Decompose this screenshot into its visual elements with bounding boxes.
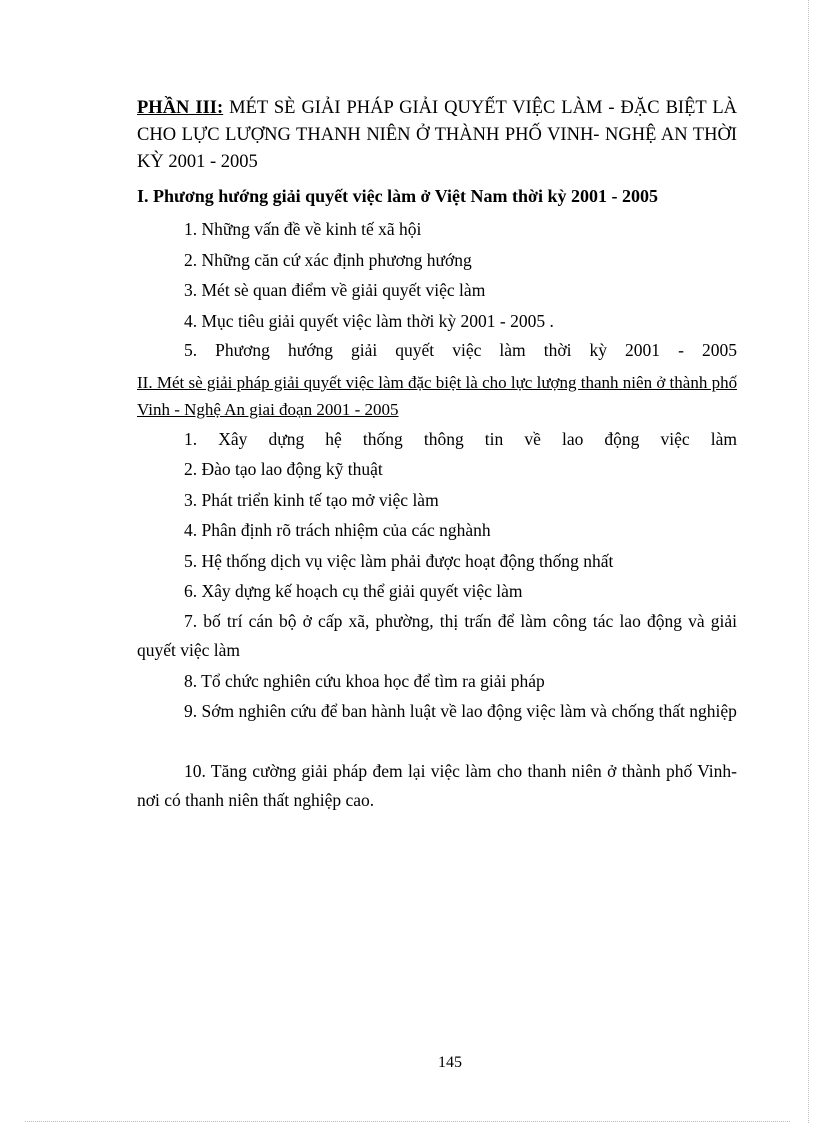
section-2-item: 6. Xây dựng kế hoạch cụ thể giải quyết việc làm [184, 581, 523, 601]
section-2-item: 2. Đào tạo lao động kỹ thuật [184, 459, 383, 479]
section-2-item: 3. Phát triển kinh tế tạo mở việc làm [184, 490, 439, 510]
section-1-item: 5. Phương hướng giải quyết việc làm thời kỳ 2001 - 2005 [184, 340, 737, 360]
section-2-item: 8. Tổ chức nghiên cứu khoa học để tìm ra giải pháp [184, 671, 545, 691]
part-title: MÉT SÈ GIẢI PHÁP GIẢI QUYẾT VIỆC LÀM - ĐẶC BIỆT LÀ CHO LỰC LƯỢNG THANH NIÊN Ở THÀNH PHỐ VINH- NGHỆ AN THỜI KỲ 2001 - 2005 [137, 98, 738, 172]
part-label: PHẦN III: [137, 98, 224, 118]
section-1-item: 2. Những căn cứ xác định phương hướng [184, 250, 472, 270]
section-1-item: 1. Những vấn đề về kinh tế xã hội [184, 219, 422, 239]
section-1-item: 3. Mét sè quan điểm về giải quyết việc làm [184, 280, 486, 300]
section-2-item: 4. Phân định rõ trách nhiệm của các nghành [184, 520, 491, 540]
section-1-item: 4. Mục tiêu giải quyết việc làm thời kỳ 2001 - 2005 . [184, 311, 554, 331]
section-2-item: 9. Sớm nghiên cứu để ban hành luật về lao động việc làm và chống thất nghiệp [184, 701, 737, 721]
part-heading [137, 95, 737, 176]
section-2-item: 1. Xây dựng hệ thống thông tin về lao động việc làm [184, 429, 737, 449]
section-2-item: 7. bố trí cán bộ ở cấp xã, phường, thị trấn để làm công tác lao động và giải quyết việc làm [137, 611, 737, 660]
page-border-bottom [25, 1121, 790, 1122]
section-1-title: I. Phương hướng giải quyết việc làm ở Việt Nam thời kỳ 2001 - 2005 [137, 186, 658, 206]
page-number: 145 [438, 1054, 462, 1071]
section-2-item: 10. Tăng cường giải pháp đem lại việc làm cho thanh niên ở thành phố Vinh- nơi có thanh niên thất nghiệp cao. [137, 761, 737, 810]
page-border-right [808, 0, 809, 1123]
section-2-item: 5. Hệ thống dịch vụ việc làm phải được hoạt động thống nhất [184, 551, 614, 571]
section-2-title: II. Mét sè giải pháp giải quyết việc làm đặc biệt là cho lực lượng thanh niên ở thành phố Vinh - Nghệ An giai đoạn 2001 - 2005 [137, 373, 738, 419]
